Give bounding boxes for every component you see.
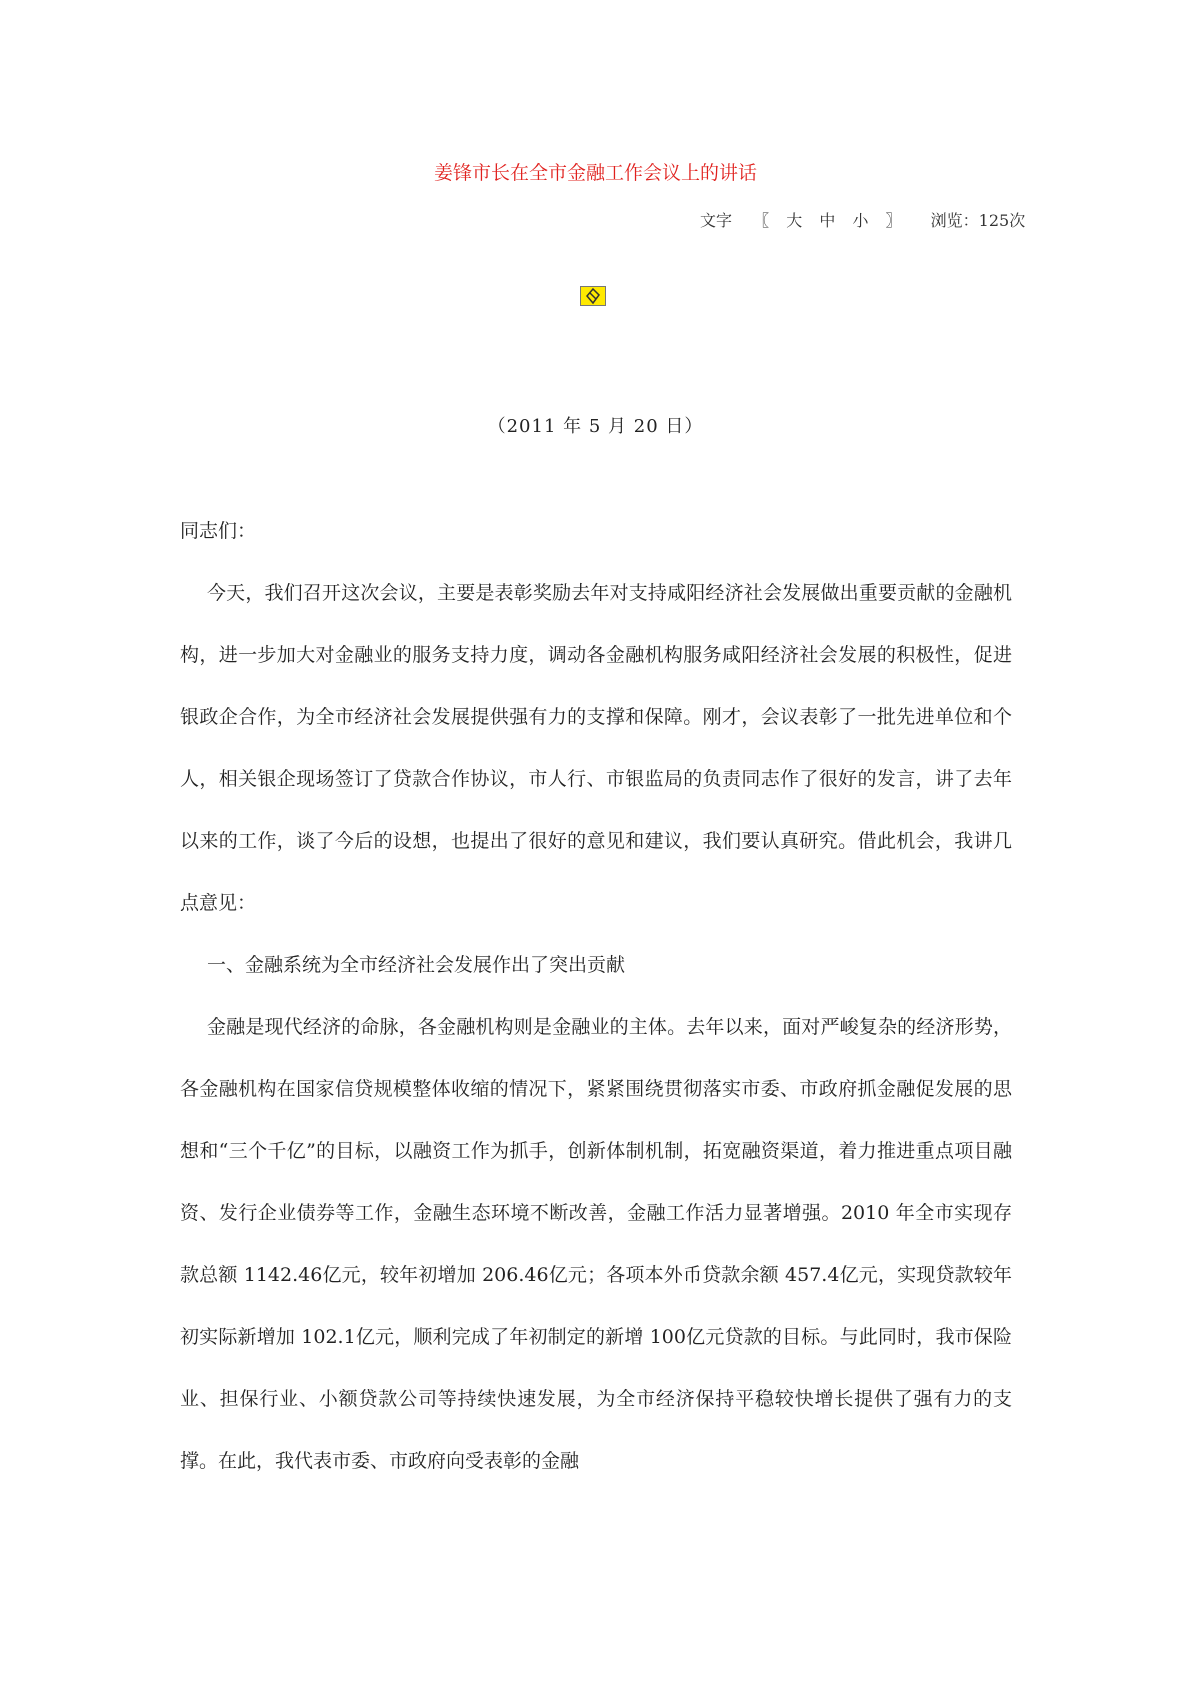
paragraph: 今天，我们召开这次会议，主要是表彰奖励去年对支持咸阳经济社会发展做出重要贡献的金融机构，进一步加大对金融业的服务支持力度，调动各金融机构服务咸阳经济社会发展的积极性，促进银政企合作，为全市经济社会发展提供强有力的支撑和保障。刚才，会议表彰了一批先进单位和个人，相关银企现场签订了贷款合作协议，市人行、市银监局的负责同志作了很好的发言，讲了去年以来的工作，谈了今后的设想，也提出了很好的意见和建议，我们要认真研究。借此机会，我讲几点意见： [180,582,1012,914]
page-title: 姜锋市长在全市金融工作会议上的讲话 [433,162,757,184]
font-size-medium-link[interactable]: 中 [819,211,836,230]
broken-image-icon [580,286,606,306]
salutation: 同志们： [180,520,257,542]
bracket-open: 〖 [753,211,770,230]
font-size-small-link[interactable]: 小 [852,211,869,230]
font-size-label: 文字 [700,211,733,230]
section-heading: 一、金融系统为全市经济社会发展作出了突出贡献 [207,954,626,976]
view-count: 浏览：125次 [930,211,1026,230]
bracket-close: 〗 [885,211,902,230]
font-size-large-link[interactable]: 大 [786,211,803,230]
article-meta [700,208,1026,231]
speech-body [180,500,1012,1492]
speech-date: （2011 年 5 月 20 日） [487,416,704,437]
paragraph: 金融是现代经济的命脉，各金融机构则是金融业的主体。去年以来，面对严峻复杂的经济形势，各金融机构在国家信贷规模整体收缩的情况下，紧紧围绕贯彻落实市委、市政府抓金融促发展的思想和“三个千亿”的目标，以融资工作为抓手，创新体制机制，拓宽融资渠道，着力推进重点项目融资、发行企业债券等工作，金融生态环境不断改善，金融工作活力显著增强。2010 年全市实现存款总额 1142.46亿元，较年初增加 206.46亿元；各项本外币贷款余额 457.4亿元，实现贷款较年初实际新增加 102.1亿元，顺利完成了年初制定的新增 100亿元贷款的目标。与此同时，我市保险业、担保行业、小额贷款公司等持续快速发展，为全市经济保持平稳较快增长提供了强有力的支撑。在此，我代表市委、市政府向受表彰的金融 [180,1016,1012,1472]
